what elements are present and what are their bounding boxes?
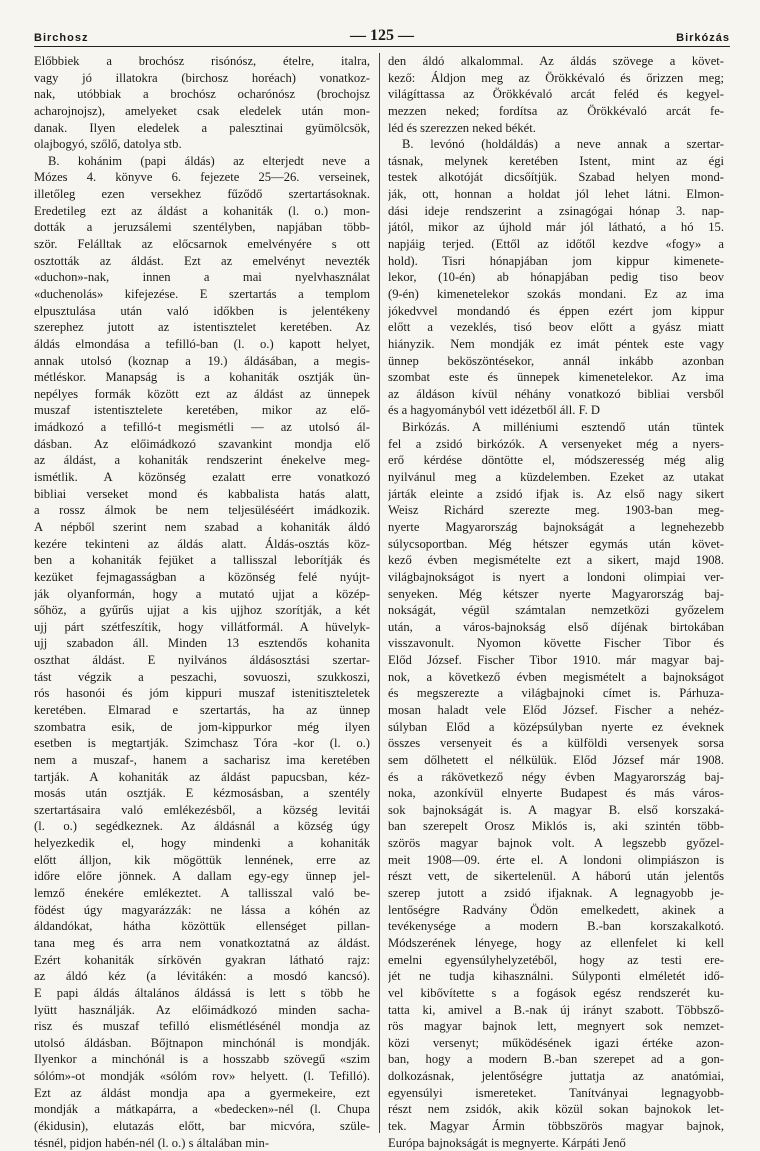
text-line: ják, ott, honnan a holdat jól lehet látni. Elmon- bbox=[388, 187, 724, 202]
text-line: sok bajnokságát is. A magyar B. első korszaká- bbox=[388, 802, 724, 817]
text-line: járták eleinte a zsidó ifjak is. Az első nagy sikert bbox=[388, 486, 724, 501]
text-line: súlyban Előd a középsúlyban nyerte ez éveknek bbox=[388, 719, 724, 734]
text-line: risz és muszaf tefilló elismétlésénél mondja az bbox=[34, 1019, 370, 1034]
text-line: tésnél, pidjon habén-nél (l. o.) s általában min- bbox=[34, 1135, 270, 1150]
text-line: és a rákövetkező négy évben Magyarország baj- bbox=[388, 769, 724, 784]
text-line: elpusztulása után való időkben is jelentékeny bbox=[34, 303, 370, 318]
text-line: illetőleg ezen versekhez fűződő szertartásoknak. bbox=[34, 187, 370, 202]
text-line: világbajnokságot is nyert a londoni olimpiai ver- bbox=[388, 569, 724, 584]
text-line: nyerte Magyarország bajnokságát a legnehezebb bbox=[388, 519, 724, 534]
text-line: előtt a vezeklés, tisó beov előtt a gyász miatt bbox=[388, 320, 724, 335]
text-line: dották a jeruzsálemi szentélyben, napjában több- bbox=[34, 220, 370, 235]
text-line: világíttassa az Örökkévaló arcát feléd és kegyel- bbox=[388, 87, 724, 102]
text-line: sem dőlhetett el nélkülük. Előd József már 1908. bbox=[388, 752, 724, 767]
text-line: ujj párt szétfeszítik, hogy villátformál. A hüvelyk- bbox=[34, 619, 370, 634]
text-line: rös magyar bajnok lett, megnyert sok nemzet- bbox=[388, 1019, 724, 1034]
text-line: Mózes 4. könyve 6. fejezete 25—26. verseinek, bbox=[34, 170, 370, 185]
text-line: acharojnojsz), amelyeket csak eledelek után mon- bbox=[34, 103, 370, 118]
text-line: az áldó kéz (a lévitákén: a mosdó kancsó). bbox=[34, 969, 370, 984]
text-line: emelni egyensúlyhelyzetéből, hogy az testi ere- bbox=[388, 952, 724, 967]
text-line: kező: Áldjon meg az Örökkévaló és őrizzen meg; bbox=[388, 70, 724, 85]
text-line: lentőségre Radvány Ödön emelkedett, akinek a bbox=[388, 902, 724, 917]
text-line: előtt álljon, kik mögöttük lennének, erre az bbox=[34, 852, 370, 867]
text-line: az áldást, a kohaniták rendszerint énekelve meg- bbox=[34, 453, 370, 468]
text-line: B. kohánim (papi áldás) az elterjedt neve a bbox=[48, 153, 370, 168]
text-line: tásnak, melynek keretében Istent, mint az égi bbox=[388, 153, 724, 168]
running-head-right: Birkózás bbox=[676, 32, 730, 44]
left-column bbox=[34, 53, 370, 1151]
text-line: muszaf istentisztelete keretében, mikor az elő- bbox=[34, 403, 370, 418]
text-line: dásban. Az előimádkozó szavankint mondja elő bbox=[34, 436, 370, 451]
text-line: Európa bajnokságát is megnyerte. Kárpáti Jenő bbox=[388, 1135, 626, 1150]
text-line: tatta ki, amivel a B.-nak új irányt szabott. Többsző- bbox=[388, 1002, 724, 1017]
column-divider bbox=[379, 53, 380, 1133]
text-line: hiányzik. Nem mondják ez imát péntek este vagy bbox=[388, 336, 724, 351]
text-line: nem a muszaf-, hanem a sacharisz ima keretében bbox=[34, 752, 370, 767]
text-line: jától, mikor az újhold már jól látható, a hó 15. bbox=[388, 220, 724, 235]
text-line: Módszerének lényege, hogy az ellenfelet ki kell bbox=[388, 935, 724, 950]
text-line: közi versenyt; működésének igazi értéke azon- bbox=[388, 1035, 724, 1050]
text-line: szerep jutott a zsidó ifjaknak. A legnagyobb je- bbox=[388, 886, 724, 901]
text-line: Ilyenkor a minchónál is a hosszabb szövegű «szim bbox=[34, 1052, 370, 1067]
text-line: meit 1908—09. érte el. A londoni olimpiászon is bbox=[388, 852, 724, 867]
text-line: kezére tekinteni az áldás alatt. Áldás-osztás köz- bbox=[34, 536, 370, 551]
text-line: olajbogyó, szőlő, datolya stb. bbox=[34, 137, 182, 152]
text-line: után, a város-bajnokság első díjénak birtokában bbox=[388, 619, 724, 634]
text-line: ismétlik. A közönség ezalatt erre vonatkozó bbox=[34, 470, 370, 485]
text-line: tek. Magyar Ármin többszörös magyar bajnok, bbox=[388, 1119, 724, 1133]
text-line: hold). Tisri hónapjában jom kippur kimenete- bbox=[388, 253, 724, 268]
text-line: Eredetileg ezt az áldást a kohaniták (l. o.) mon- bbox=[34, 203, 370, 218]
text-line: visszavonult. Nyomon követte Fischer Tibor és bbox=[388, 636, 724, 651]
text-line: időre előre jönnek. A dallam egy-egy ünnep jel- bbox=[34, 869, 370, 884]
text-line: vagy jó illatokra (birchosz horéach) vonatkoz- bbox=[34, 70, 370, 85]
text-line: Ezt az áldást mondja apa a gyermekeire, ezt bbox=[34, 1085, 370, 1100]
text-line: Előbbiek a brochósz risónósz, ételre, italra, bbox=[34, 54, 370, 68]
running-head-left: Birchosz bbox=[34, 32, 89, 44]
text-line: jókedvvel mondandó és éppen ezért jom kippur bbox=[388, 303, 724, 318]
text-line: Ezért kohaniták sírkövén gyakran látható rajz: bbox=[34, 952, 370, 967]
text-line: szombatra esik, de jom-kippurkor még ilyen bbox=[34, 719, 370, 734]
text-line: mosan haladt vele Előd József. Fischer a nehéz- bbox=[388, 702, 724, 717]
text-line: mondják a mátkapárra, a «bedecken»-nél (l. Chupa bbox=[34, 1102, 370, 1117]
text-line: dási ideje rendszerint a zsinagógai hónap 3. nap- bbox=[388, 203, 724, 218]
text-line: nak, utóbbiak a brochósz ocharónósz (brochojsz bbox=[34, 87, 370, 102]
text-line: léd és szerezzen neked békét. bbox=[388, 120, 536, 135]
text-line: A népből szerint nem szabad a kohaniták áldó bbox=[34, 519, 370, 534]
text-line: oszthat áldást. E nyilvános áldásosztási szertar- bbox=[34, 653, 370, 668]
text-line: a rossz álmok be nem teljesüléséért imádkozik. bbox=[34, 503, 370, 518]
text-line: részt vett, de sikertelenül. A háború után jelentős bbox=[388, 869, 724, 884]
text-line: nokságát, végül számtalan nemzetközi győzelem bbox=[388, 603, 724, 618]
text-line: ban szerepelt Orosz Miklós is, aki szintén több- bbox=[388, 819, 724, 834]
text-line: ban, hogy a modern B.-ban szerepet ad a gon- bbox=[388, 1052, 724, 1067]
text-line: lemző énekére emlékeztet. A tallisszal való be- bbox=[34, 886, 370, 901]
text-line: részt nem zsidók, akik közül sokan bajnokok let- bbox=[388, 1102, 724, 1117]
text-line: Birkózás. A milléniumi esztendő után tüntek bbox=[402, 420, 724, 435]
text-line: sólóm»-ot mondják «sólóm rov» helyett. (l. Tefilló). bbox=[34, 1069, 370, 1084]
text-line: annak utolsó (koznap a 19.) áldásában, a megis- bbox=[34, 353, 370, 368]
text-line: den áldó alkalommal. Az áldás szövege a követ- bbox=[388, 54, 724, 68]
text-line: B. levónó (holdáldás) a neve annak a szertar- bbox=[402, 137, 724, 152]
text-line: rós hasonói és jóm kippuri muszaf istenitiszteletek bbox=[34, 686, 370, 701]
text-line: «duchenolás» kifejezése. E szertartás a templom bbox=[34, 286, 370, 301]
text-line: vel kibővítette s a fogások egész rendszerét ku- bbox=[388, 985, 724, 1000]
text-line: mezzen neked; fordítsa az Örökkévaló arcát fe- bbox=[388, 103, 724, 118]
text-line: súlycsoportban. Még hétszer egymás után követ- bbox=[388, 536, 724, 551]
text-line: összes versenyeit és a külföldi versenyek sorsa bbox=[388, 736, 724, 751]
text-line: testek alkotóját dicsőítjük. Szabad helyen mond- bbox=[388, 170, 724, 185]
text-line: mosás után osztják. E kézmosásban, a szentély bbox=[34, 786, 370, 801]
text-line: métléskor. Manapság is a kohaniták osztják ün- bbox=[34, 370, 370, 385]
page-number: — 125 — bbox=[350, 27, 414, 44]
text-line: E papi áldás általános áldássá is lett s több he bbox=[34, 985, 370, 1000]
text-line: fel a zsidó birkózók. A versenyeket még a nyers- bbox=[388, 436, 724, 451]
text-line: lekor, (10-én) ab hónapjában pedig tiso beov bbox=[388, 270, 724, 285]
text-line: danak. Ilyen eledelek a palesztinai gyümölcsök, bbox=[34, 120, 370, 135]
text-line: «duchon»-nak, innen a mai nyelvhasználat bbox=[34, 270, 370, 285]
right-column bbox=[388, 53, 724, 1151]
text-line: nyilvánul meg a küzdelemben. Ezeket az utakat bbox=[388, 470, 724, 485]
text-line: esetben is megtartják. Szimchasz Tóra -kor (l. o.) bbox=[34, 736, 370, 751]
text-line: sőhöz, a gyűrűs ujjat a kis ujjhoz szorítják, a két bbox=[34, 603, 370, 618]
text-line: az áldáson kívül néhány vonatkozó bibliai versből bbox=[388, 386, 724, 401]
text-line: tana meg és arra nem vonatkoztatná az áldást. bbox=[34, 935, 370, 950]
text-line: noka, azonkívül elnyerte Budapest és más város- bbox=[388, 786, 724, 801]
text-line: napjáig terjed. (Ettől az időtől kezdve «fogy» a bbox=[388, 237, 724, 252]
text-line: nok, a következő évben megismételt a bajnokságot bbox=[388, 669, 724, 684]
page-header bbox=[34, 18, 730, 47]
text-line: és megszerezte a világbajnoki címet is. Párhuza- bbox=[388, 686, 724, 701]
text-line: tevékenysége a modern B.-ban korszakalkotó. bbox=[388, 919, 724, 934]
text-line: kező évben megismételte ezt a sikert, majd 1908. bbox=[388, 553, 724, 568]
text-line: jét ne tudja kihasználni. Súlyponti elméletét idő- bbox=[388, 969, 724, 984]
text-line: utolsó áldásban. Bőjtnapon minchónál is mondják. bbox=[34, 1035, 370, 1050]
text-line: bibliai verseket mond és kabbalista hatás alatt, bbox=[34, 486, 370, 501]
text-line: szörös magyar bajnok volt. A legszebb győzel- bbox=[388, 836, 724, 851]
text-line: ben a kohaniták fejüket a tallisszal leborítják és bbox=[34, 553, 370, 568]
text-line: imádkozó a tefilló-t megismétli — az utolsó ál- bbox=[34, 420, 370, 435]
text-line: tartják. A kohaniták az áldást papucsban, kéz- bbox=[34, 769, 370, 784]
text-line: és a hagyományból vett idézetből áll. F. D bbox=[388, 403, 600, 418]
text-line: (l. o.) segédkeznek. Az áldásnál a község úgy bbox=[34, 819, 370, 834]
text-line: áldandókat, hátha közöttük ellenséget pillan- bbox=[34, 919, 370, 934]
text-line: áldás elmondása a tefilló-ban (l. o.) kapott helyet, bbox=[34, 336, 370, 351]
text-line: (9-én) kimenetelekor szokás mondani. Ez az ima bbox=[388, 286, 724, 301]
text-line: lyütt használják. Az előimádkozó minden sacha- bbox=[34, 1002, 370, 1017]
text-line: szerephez jutott az istentisztelet keretében. Az bbox=[34, 320, 370, 335]
text-line: osztották az áldást. Ezt az emelvényt nevezték bbox=[34, 253, 370, 268]
text-line: ünnep beköszöntésekor, annál inkább azonban bbox=[388, 353, 724, 368]
text-line: ják olyanformán, hogy a mutató ujjat a közép- bbox=[34, 586, 370, 601]
text-line: keretében. Elmarad e szertartás, ha az ünnep bbox=[34, 702, 370, 717]
text-line: senyeken. Még kétszer nyerte Magyarország baj- bbox=[388, 586, 724, 601]
text-line: ször. Felálltak az előcsarnok emelvényére s ott bbox=[34, 237, 370, 252]
text-line: egyensúlyi ismereteket. Tanítványai legnagyobb- bbox=[388, 1085, 724, 1100]
text-line: ujj szabadon áll. Minden 13 esztendős kohanita bbox=[34, 636, 370, 651]
text-line: szertartásaira való emlékezésből, a község levitái bbox=[34, 802, 370, 817]
text-line: Előd József. Fischer Tibor 1910. már magyar baj- bbox=[388, 653, 724, 668]
text-line: nepélyes formák között ezt az áldást az ünnepek bbox=[34, 386, 370, 401]
text-line: födést úgy magyarázzák: ne lássa a kóhén az bbox=[34, 902, 370, 917]
text-line: dolkozásnak, jelentőségre juttatja az anatómiai, bbox=[388, 1069, 724, 1084]
text-line: szombat este és ünnepek kimenetelekor. Az ima bbox=[388, 370, 724, 385]
text-line: (ékidusin), elutazás előtt, bar micvóra, szüle- bbox=[34, 1119, 370, 1133]
text-line: Weisz Richárd szerezte meg. 1903-ban meg- bbox=[388, 503, 724, 518]
text-line: erő kérdése döntötte el, módszeresség még alig bbox=[388, 453, 724, 468]
text-line: helyezkedik el, hogy mindenki a kohaniták bbox=[34, 836, 370, 851]
text-line: tást végzik a peszachi, sovuoszi, szukkoszi, bbox=[34, 669, 370, 684]
text-line: kezüket fejmagasságban a közönség felé nyújt- bbox=[34, 569, 370, 584]
